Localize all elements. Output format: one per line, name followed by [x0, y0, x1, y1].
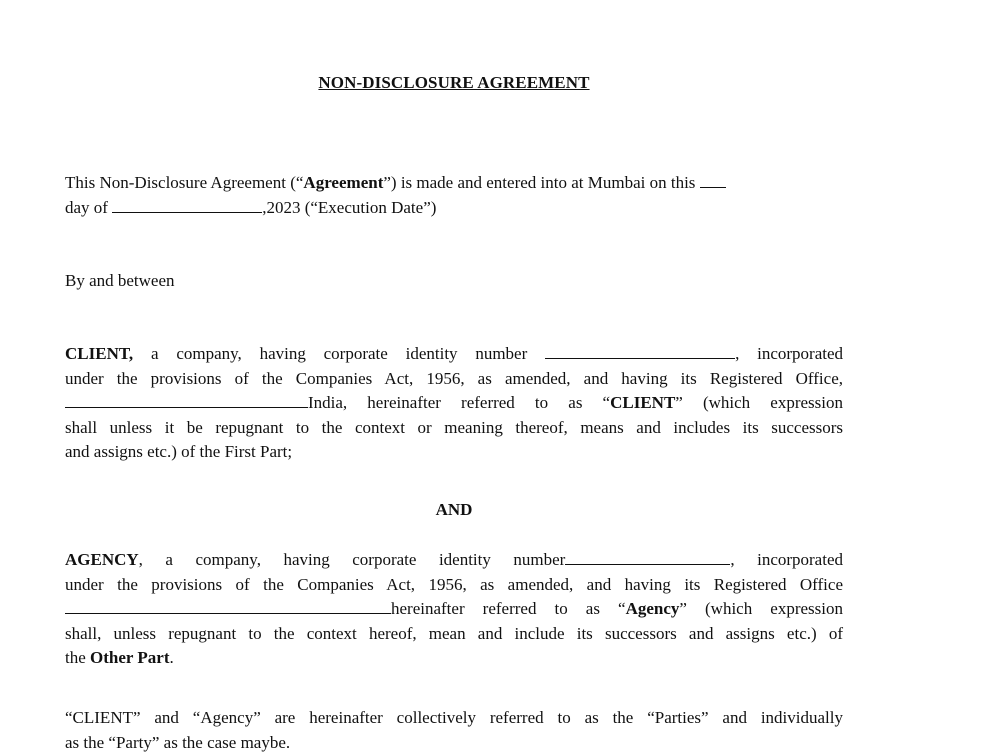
client-office-blank — [65, 393, 308, 408]
document-title: NON-DISCLOSURE AGREEMENT — [0, 73, 908, 93]
agency-line-4: shall, unless repugnant to the context hereof, mean and include its successors and assigns etc.) of — [65, 622, 843, 647]
by-and-between: By and between — [65, 269, 843, 294]
client-line-5: and assigns etc.) of the First Part; — [65, 440, 843, 465]
client-line-3: India, hereinafter referred to as “CLIENT” (which expression — [65, 391, 843, 416]
parties-line-2: as the “Party” as the case maybe. — [65, 731, 843, 755]
intro-paragraph — [65, 171, 843, 220]
parties-line-1: “CLIENT” and “Agency” are hereinafter collectively referred to as the “Parties” and individually — [65, 706, 843, 731]
day-blank — [700, 173, 726, 188]
agency-line-3: hereinafter referred to as “Agency” (which expression — [65, 597, 843, 622]
client-paragraph — [65, 342, 843, 465]
agency-cin-blank — [565, 550, 730, 565]
client-cin-blank — [545, 344, 735, 359]
agency-line-1: AGENCY, a company, having corporate identity number , incorporated — [65, 548, 843, 573]
client-line-1: CLIENT, a company, having corporate identity number , incorporated — [65, 342, 843, 367]
parties-definition-paragraph — [65, 706, 843, 755]
intro-line-1: This Non-Disclosure Agreement (“Agreement”) is made and entered into at Mumbai on this — [65, 171, 843, 196]
client-line-4: shall unless it be repugnant to the context or meaning thereof, means and includes its successors — [65, 416, 843, 441]
month-blank — [112, 198, 262, 213]
intro-line-2: day of ,2023 (“Execution Date”) — [65, 196, 843, 221]
agency-line-5: the Other Part. — [65, 646, 843, 671]
and-separator: AND — [0, 500, 908, 520]
agency-line-2: under the provisions of the Companies Act, 1956, as amended, and having its Registered Office — [65, 573, 843, 598]
agency-office-blank — [65, 599, 391, 614]
client-line-2: under the provisions of the Companies Act, 1956, as amended, and having its Registered Office, — [65, 367, 843, 392]
agency-paragraph — [65, 548, 843, 671]
